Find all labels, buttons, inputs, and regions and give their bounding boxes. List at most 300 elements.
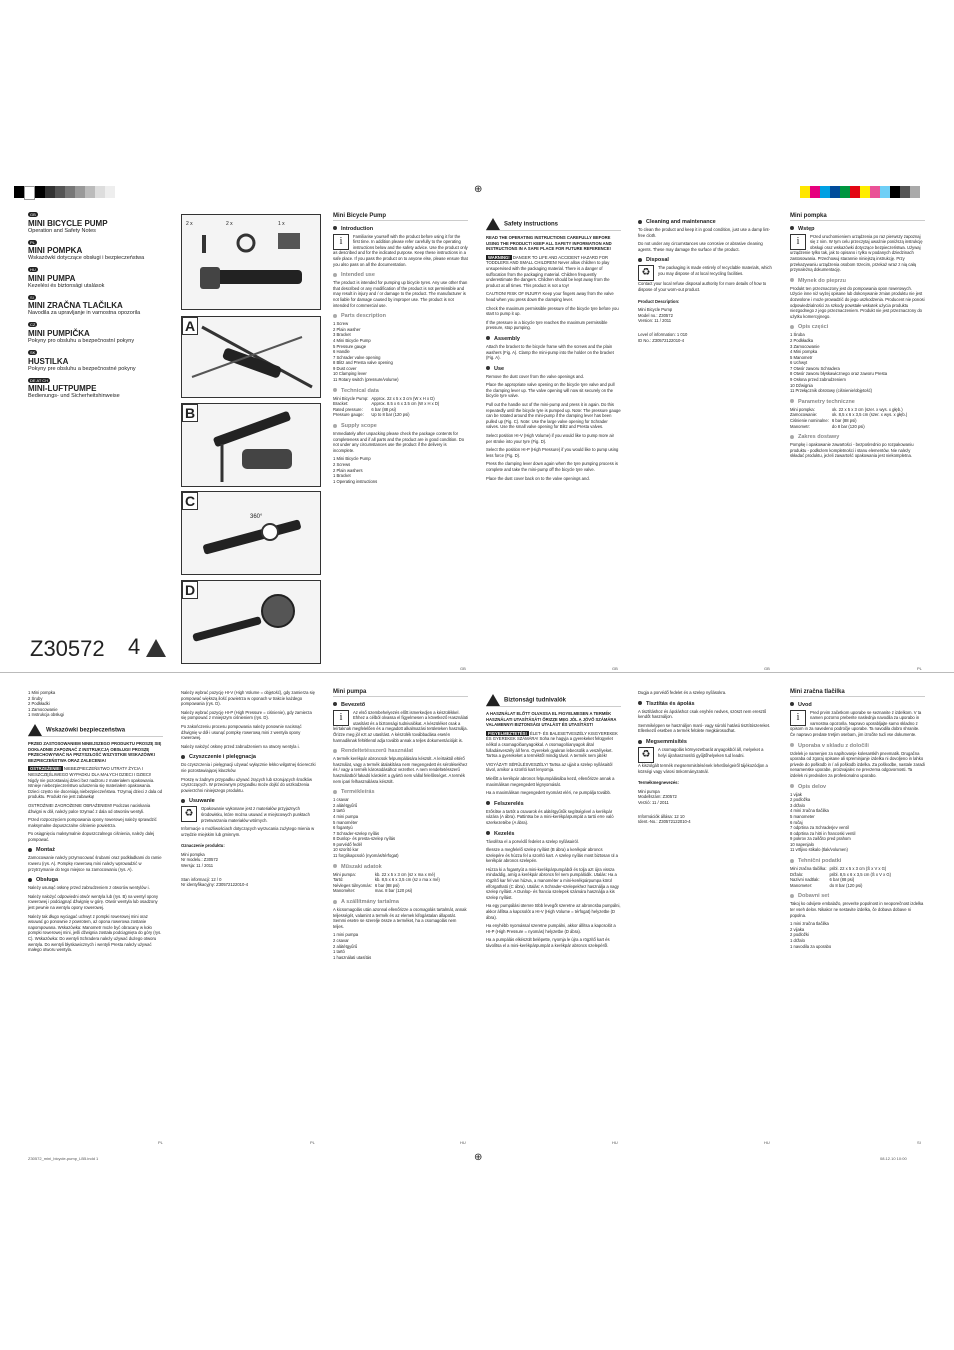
- list-item: 2 csavar: [333, 938, 349, 943]
- heading-parts: Termékleírás: [333, 788, 468, 796]
- spec-label: Pressure gauge:: [333, 412, 364, 418]
- disposal-text-2: Informacje o możliwościach dotyczących wyrzucania zużytego mienia w urzędzie miejskim lub gminnym.: [181, 826, 315, 837]
- spec-value: ok. 22 x 5 x 3 cm (szer. x wys. x głęb.): [831, 406, 903, 412]
- spec-value: Approx. 8.5 x 6 x 3.5 cm (W x H x D): [371, 401, 440, 407]
- introduction-text: [790, 710, 925, 738]
- supply-scope-text: Immediately after unpacking please check the package contents for completeness and if all parts and the product are in good condition. Do not under any circumstances use the product if the delivery is incomplete.: [333, 431, 465, 453]
- safety-title: Safety instructions: [504, 221, 559, 228]
- color-calibration-bar-left: [14, 186, 115, 198]
- lang-badge: DE AT CH: [30, 377, 49, 383]
- spec-label: Rated pressure:: [333, 406, 363, 412]
- list-item: 10 szorító kar: [333, 847, 359, 853]
- section-title: Mini zračna tlačilka: [790, 690, 925, 697]
- qty-label-screws: 2 x: [186, 221, 193, 227]
- list-item: Select position HI-V (High Volume) if you would like to pump more air per stroke into your tyre (Fig. D).: [486, 433, 615, 444]
- list-item: 1 vijak: [790, 791, 802, 797]
- info-icon: i: [333, 234, 349, 250]
- list-item: 11 forgókapcsoló (nyomás/térfogat): [333, 853, 399, 859]
- product-title: HUSTILKA: [28, 356, 69, 366]
- technical-data-table: [333, 872, 443, 894]
- list-item: 1 držalo: [790, 938, 805, 943]
- list-item: 1 Śruba: [790, 332, 805, 338]
- technical-data-table: [790, 866, 894, 888]
- footer-file-info: Z30572_mini_bicycle-pump_LB5.indd 1: [28, 1156, 99, 1161]
- figure-a: [181, 316, 321, 398]
- crop-mark-bottom-center: ⊕: [474, 1152, 483, 1163]
- list-item: 4 mini zračna tlačilka: [790, 808, 829, 814]
- figure-a-illustration: [182, 317, 320, 397]
- list-item: Należy tak długo wyciągać uchwyt z pompki rowerowej mini oraz wsuwać go ponownie z powrotem, aż opona rowerowa zostanie napompowana. Wskazówka: Manometr może być obracany w koło pompki rowerowej mini, jeśli dźwignia została podciągnięta do góry (rys. C). Wskazówka: Do wentyli Schradera należy używać dużego otworu wentyla. Do wentyli błyskawicznych i wentyli Presta należy używać małego otworu wentyla.: [28, 913, 162, 953]
- list-item: 6 Uchwyt: [790, 360, 808, 366]
- footer-si-1: SI: [917, 1140, 921, 1145]
- list-item: 8 Otwór zaworu błyskawicznego oraz zaworu Presta: [790, 371, 888, 377]
- list-item: 1 Zamocowanie: [28, 706, 58, 712]
- product-subtitle: Operation and Safety Notes: [28, 227, 96, 234]
- desc-line: Wersja: 11 / 2011: [181, 863, 214, 869]
- spec-value: 6 bar (88 psi): [374, 882, 400, 888]
- warning-label: FIGYELMEZTETÉS!: [488, 730, 527, 736]
- product-subtitle: Kezelési és biztonsági utalások: [28, 282, 105, 289]
- intro-text: Przed uruchomieniem urządzenia po raz pierwszy zapoznaj się z nim. W tym celu przeczytaj uważnie poniższą instrukcję obsługi oraz wskazówki dotyczące bezpieczeństwa. Używaj urządzenie tylko tak, jak to opisano i tylko w podanych dziedzinach zastosowania. Przechowuj starannie niniejszą instrukcję. Przy przekazywaniu urządzenia osobom trzecim, przekaż wraz z nią całą przynależną dokumentację.: [790, 233, 923, 273]
- product-subtitle: Pokyny pro obsluhu a bezpečnostní pokyny: [28, 337, 135, 344]
- figure-c-illustration: [182, 492, 320, 574]
- info-block: [181, 877, 316, 888]
- heading-supply-scope: A szállítmány tartalma: [333, 898, 468, 906]
- gb-column-1: [333, 214, 468, 484]
- heading-cleaning: Cleaning and maintenance: [638, 218, 773, 226]
- list-item: 10 napenjalo: [790, 841, 814, 847]
- list-item: Proszę w żadnym przypadku używać żrących lub szorujących środków czyszczących. W przeciwnym przypadku może dojść do uszkodzenia powierzchni niniejszego produktu.: [181, 776, 313, 793]
- heading-parts: Opis części: [790, 323, 925, 331]
- figure-b: [181, 403, 321, 487]
- spec-value: 6 bar (88 psi): [371, 406, 397, 412]
- list-item: 2 alátétgyűrű: [333, 943, 358, 949]
- list-item: 7 Schrader-szelep nyílás: [333, 830, 380, 836]
- page-number: [128, 634, 166, 660]
- list-item: 1 Operating instructions: [333, 478, 378, 484]
- supply-list: [790, 921, 925, 949]
- list-item: 9 porvédő fedél: [333, 841, 362, 847]
- check-text-2: If the pressure in a bicycle tyre reaches the maximum permissible pressure, stop pumping.: [486, 319, 608, 331]
- heading-cleaning: Tisztítás és ápolás: [638, 700, 773, 708]
- list-item: 9 Osłona przed zabrudzeniem: [790, 377, 846, 383]
- qty-label-bracket: 1 x: [278, 221, 285, 227]
- recycle-icon: ♻: [638, 265, 654, 281]
- warning-block: [28, 766, 163, 800]
- list-item: Ha a pumpálás elkészült belépette, nyomja le újra a rögzítő kart és távolítsa el a mini-kerékpárpumpát a kerékpár abroncs szelepéről.: [486, 937, 610, 948]
- list-item: 8 odprtina za hitri in francoski ventil: [790, 830, 856, 836]
- list-item: Press the clamping lever down again when the tyre pumping process is complete and take the mini-pump off the bicycle tyre valve.: [486, 461, 618, 472]
- use-steps: [486, 374, 621, 482]
- list-item: 1 navodila za uporabo: [790, 943, 832, 949]
- table-row: [333, 888, 443, 894]
- cover-product-cz: [28, 322, 173, 345]
- footer-gb-2: GB: [612, 666, 618, 671]
- heading-technical-data: Tehnični podatki: [790, 857, 925, 865]
- list-item: 2 vijaka: [790, 926, 805, 932]
- lang-badge: CZ: [30, 322, 36, 328]
- section-title: Mini pompka: [790, 214, 925, 221]
- cover-product-si: [28, 295, 173, 318]
- intended-use-text: Izdelek je namenjen za napihovanje kolesarskih pnevmatik. Drugačna uporaba od zgoraj opisane ali spreminjanje izdelka ni dovoljeno in lahko privede do poškodb in / ali poškodb izdelka. Za poškodbe, nastale zaradi nenamenske uporabe, proizvajalec ne prevzema odgovornosti. Ta izdelek ni predviden za profesionalno uporabo.: [790, 750, 925, 778]
- spec-label: Ciśnienie nominalne:: [790, 418, 829, 424]
- list-item: 2 Plain washer: [333, 326, 361, 332]
- cover-product-pl: [28, 240, 173, 263]
- technical-data-table: [333, 396, 442, 418]
- product-description-heading: Termékmegnevezés:: [638, 780, 679, 786]
- warning-label: WARNING!: [488, 254, 510, 260]
- heading-use: Kezelés: [486, 830, 621, 838]
- list-item: Ha enyhébb nyomással szeretne pumpálni, akkor állítsa a kapcsolót a HI-P (High Pressure = nyomás) helyzetbe (D ábra).: [486, 923, 616, 934]
- list-item: Select the position HI-P (High Pressure) if you would like to pump using less force (Fig. D).: [486, 447, 619, 458]
- desc-line: Nr modelu.: Z30572: [181, 857, 219, 863]
- list-item: To clean the product and keep it in good condition, just use a damp lint-free cloth.: [638, 227, 770, 238]
- list-item: 2 Podkładki: [28, 701, 50, 707]
- spec-label: Držalo:: [790, 871, 804, 877]
- recycle-icon: ♻: [181, 806, 197, 822]
- list-item: 1 csavar: [333, 797, 349, 803]
- section-title: Mini pumpa: [333, 690, 468, 697]
- intro-text: Familiarise yourself with the product before using it for the first time. In addition please refer carefully to the operating instructions below and the safety advice. Use the product only as described and for the indicated purpose. Keep these instructions in a safe place. If you pass the product on to anyone else, please ensure that you also pass on all the documentation.: [333, 233, 468, 267]
- heading-intended-use: Uporaba v skladu z določili: [790, 742, 925, 750]
- product-subtitle: Bedienungs- und Sicherheitshinweise: [28, 393, 120, 400]
- safety-caps-text: PRZED ZASTOSOWANIEM NINIEJSZEGO PRODUKTU PROSZĘ SIĘ DOKŁADNIE ZAPOZNAĆ Z INSTRUKCJĄ OBSŁUGI! PROSZĘ PRZECHOWYWAĆ NA PRZYSZŁOŚĆ WSZYSTKIE WSKAZÓWKI BEZPIECZEŃSTWA ORAZ ZALECENIA!: [28, 740, 162, 763]
- product-description-heading: Oznaczenie produktu:: [181, 843, 225, 849]
- caution-text: VIGYÁZAT! SÉRÜLÉSVESZÉLY! Tartsa az ujjait a szelep nyílásaitól távol, amikor a szorító kart lenyomja.: [486, 761, 613, 773]
- list-item: Do not under any circumstances use corrosive or abrasive cleaning agents. These may damage the surface of the product.: [638, 241, 763, 252]
- figure-b-illustration: [182, 404, 320, 486]
- section-title: Mini Bicycle Pump: [333, 214, 468, 221]
- spec-value: kb. 22 x 5 x 3 cm (sz x ma x mé): [374, 871, 436, 877]
- figure-d-illustration: [182, 581, 320, 663]
- safety-caps-text: READ THE OPERATING INSTRUCTIONS CAREFULLY BEFORE USING THE PRODUCT! KEEP ALL SAFETY INFORMATION AND INSTRUCTIONS IN A SAFE PLACE FOR FUTURE REFERENCE!: [486, 235, 612, 252]
- spec-value: do 8 bar (120 psi): [831, 423, 865, 429]
- list-item: Należy wybrać pozycję HI-P (High Pressure = ciśnienie), gdy zamierza się pompować z mniejszym ciśnieniem (rys. D).: [181, 709, 312, 721]
- table-row: [790, 424, 910, 430]
- safety-heading: [28, 724, 163, 737]
- lang-badge: SK: [30, 349, 36, 355]
- caution-text: CAUTION! RISK OF INJURY! Keep your fingers away from the valve head when you press down the clamping lever.: [486, 291, 614, 302]
- desc-line: Mini pompka: [181, 851, 205, 857]
- safety-title: Wskazówki bezpieczeństwa: [46, 727, 126, 734]
- spec-label: Manométer:: [333, 888, 356, 894]
- list-item: Po zakończeniu procesu pompowania należy ponownie nacisnąć dźwignię w dół i usunąć pompkę rowerową mini z wentyla opony rowerowej.: [181, 723, 302, 741]
- heading-use: Obsługa: [28, 876, 163, 884]
- warning-block: [486, 731, 621, 759]
- list-item: 3 držalo: [790, 802, 805, 808]
- product-title: MINI-LUFTPUMPE: [28, 384, 97, 394]
- info-block: [638, 814, 773, 825]
- list-item: 11 Rotary switch (pressure/volume): [333, 377, 399, 383]
- product-description-heading: Product Description:: [638, 298, 680, 304]
- spec-label: Névleges túlnyomás:: [333, 882, 372, 888]
- hu-column-3: [638, 690, 773, 825]
- figure-label-d: D: [182, 581, 198, 599]
- spec-value: kb. 8,5 x 6 x 3,5 cm (sz x ma x mé): [374, 877, 440, 883]
- rotation-angle-label: 360°: [250, 514, 263, 520]
- si-column-1: [790, 690, 925, 949]
- assembly-text: Attach the bracket to the bicycle frame with the screws and the plain washers (Fig. A). Clamp the mini-pump into the holder on the bracket (Fig. A).: [486, 343, 614, 361]
- product-title: MINI BICYCLE PUMP: [28, 218, 108, 228]
- desc-line: Mini pumpa: [638, 788, 660, 794]
- figure-label-a: A: [182, 317, 198, 335]
- spec-label: Nazivni nadtlak:: [790, 877, 820, 883]
- introduction-text: [790, 234, 925, 273]
- footer-pl-1: PL: [917, 666, 922, 671]
- disposal-text-body: A csomagolás környezetbarát anyagokból áll, melyeket a helyi újrahasznosító gyűjtőhelyeken tud leadni.: [658, 746, 764, 758]
- parts-list: [790, 792, 925, 854]
- figure-parts-overview: [181, 214, 321, 310]
- pl-column-2: [28, 690, 163, 956]
- heading-cleaning: Czyszczenie i pielęgnacja: [181, 753, 316, 761]
- spec-value: Up to 8 bar (120 psi): [371, 412, 410, 418]
- lang-badge: HU: [30, 267, 36, 273]
- spec-label: Mini zračna tlačilka:: [790, 866, 827, 872]
- list-item: 3 Bracket: [333, 332, 351, 338]
- parts-list: [333, 321, 468, 383]
- pl-column-1: [790, 214, 925, 462]
- intended-use-text: The product is intended for pumping up bicycle tyres. Any use other than that described or any modification of the product is not permissible and may result in injury and / or damage to the product. The manufacturer is not liable for damage caused by improper use. The product is not intended for commercial use.: [333, 280, 468, 308]
- list-item: Do czyszczenia i pielęgnacji używać wyłącznie lekko wilgotnej ściereczki nie pozostawiającej kłaczków.: [181, 762, 316, 773]
- heading-use: Use: [486, 365, 621, 373]
- spec-value: Approx. 22 x 5 x 3 cm (W x H x D): [371, 395, 435, 401]
- spec-label: Mini pumpa:: [333, 871, 356, 877]
- list-item: Należy wybrać pozycję HI-V (High Volume = objętość), gdy zamierza się pompować większą ilość powietrza w oponach w trakcie każdego pompowania (rys. D).: [181, 690, 315, 707]
- heading-disposal: Megsemmisítés: [638, 738, 773, 746]
- info-block: [638, 332, 773, 343]
- caution-text: OSTROŻNIE! ZAGROŻENIE OBRAŻENIEM! Podczas naciskania dźwigni w dół, należy palce trzymać z dala od otworów wentyli.: [28, 802, 151, 814]
- list-item: 7 Otwór zaworu Schradera: [790, 365, 840, 371]
- assembly-text: Zamocowanie należy przymocować śrubami oraz podkładkami do ramie roweru (rys. A). Pompkę rowerową mini należy wprowadzić w przytrzymanie do tego miejsce na zamocowaniu (rys. A).: [28, 855, 162, 872]
- heading-parts: Parts description: [333, 312, 468, 320]
- list-item: 7 Schrader valve opening: [333, 354, 381, 360]
- safety-caps-text: A HASZNÁLAT ELŐTT OLVASSA EL FIGYELMESEN A TERMÉK HASZNÁLATI UTASÍTÁSÁT! ŐRIZZE MEG JÓL A JÖVŐ SZÁMÁRA VALAMENNYI BIZTONSÁGI UTALÁST ÉS UTASÍTÁST!: [486, 711, 617, 728]
- info-line: Információk állása: 12 10: [638, 813, 685, 819]
- heading-technical-data: Parametry techniczne: [790, 398, 925, 406]
- warning-text: DANGER TO LIFE AND ACCIDENT HAZARD FOR TODDLERS AND SMALL CHILDREN! Never allow children to play unsupervised with the packaging material. There is a danger of suffocation from the packaging material. Children frequently underestimate the dangers. Children should be kept away from the product at all times. This product is not a toy!: [486, 254, 610, 288]
- info-line: Ident.-No.: Z30572122010-4: [638, 819, 691, 825]
- disposal-text-body: The packaging is made entirely of recyclable materials, which you may dispose of at local recycling facilities.: [658, 265, 772, 276]
- table-row: [333, 412, 442, 418]
- product-subtitle: Navodila za upravljanje in varnostna opozorila: [28, 310, 141, 317]
- heading-introduction: Wstęp: [790, 225, 925, 233]
- parts-list: [790, 332, 925, 394]
- table-row: [790, 883, 894, 889]
- heading-intended-use: Intended use: [333, 271, 468, 279]
- list-item: 1 mini pumpa: [333, 932, 359, 938]
- spec-value: do 8 bar (120 psi): [829, 882, 863, 888]
- heading-assembly: Assembly: [486, 335, 621, 343]
- intro-text: Az első üzembehelyezés előtt ismerkedjen a készülékkel. Ehhez a célból olvassa el figyelmesen a következő Használati utasítást és a biztonsági tudnivalókat. A készüléket csak a leírtaknak megfelelően és a megadott alkalmazási területeken használja. Őrizze meg jól ezt az utasítást. A készülék továbbadása esetén harmadiknak feltétlenül adja tovább annak a teljes dokumentációját is.: [333, 709, 468, 743]
- list-item: 6 fogantyú: [333, 825, 353, 831]
- gb-column-3: [638, 214, 773, 343]
- model-number: Z30572: [30, 636, 105, 661]
- safety-title: Biztonsági tudnivalók: [504, 697, 567, 704]
- introduction-text: [333, 710, 468, 744]
- list-item: 7 odprtina za Schraderjev ventil: [790, 825, 849, 831]
- heading-parts: Opis delov: [790, 783, 925, 791]
- info-line: ID No.: Z30572122010-4: [638, 337, 685, 343]
- product-subtitle: Pokyny pre obsluhu a bezpečnostné pokyny: [28, 365, 136, 372]
- warning-text: ÉLET- ÉS BALESETVESZÉLY KISGYEREKEK ÉS GYEREKEK SZÁMÁRA! Soha ne hagyja a gyerekeket felügyelet nélkül a csomagolóanyagokkal. A csomagolóanyagok által fulladásveszély áll fenn. Gyerekek gyakran lebecsülik a veszélyeket. Tartsa a gyerekeket a terméktől mindig távol. A termék nem játék!: [486, 730, 618, 759]
- list-item: Należy usunąć osłonę przed zabrudzeniem z otworów wentylów i.: [28, 885, 150, 891]
- color-calibration-bar-right: [800, 186, 920, 198]
- list-item: 9 pokrov za zaščito pred prahom: [790, 836, 851, 842]
- qty-label-washers: 2 x: [226, 221, 233, 227]
- check-text-2: Po osiągnięciu maksymalnie dopuszczalnego ciśnienia, należy dalej pompować.: [28, 831, 155, 842]
- list-item: 4 Mini pompka: [790, 349, 818, 355]
- spec-label: Bracket:: [333, 401, 349, 407]
- table-row: [790, 866, 894, 872]
- check-text-1: Check the maximum permissible pressure of the bicycle tyre before you start to pump it up.: [486, 305, 619, 317]
- heading-disposal: Usuwanie: [181, 797, 316, 805]
- lang-badge: GB: [30, 212, 36, 217]
- info-line: Stan informacji: 12 / 0: [181, 876, 222, 882]
- list-item: 10 Clamping lever: [333, 371, 367, 377]
- spec-value: 6 bar (88 psi): [831, 418, 857, 424]
- list-item: 6 ročaj: [790, 819, 803, 825]
- footer-gb-1: GB: [460, 666, 466, 671]
- spec-value: ok. 8,5 x 6 x 3,5 cm (szer. x wys. x głęb.): [831, 412, 908, 418]
- cover-product-gb: [28, 212, 173, 235]
- list-item: Należy nałożyć odpowiedni otwór wentyla lub (rys. B) na wentyl opony rowerowej i podciągnąć dźwignię w górę. Otwór wentyla lub osadzony jest pewnie na wentylu opony rowerowej.: [28, 893, 159, 911]
- product-title: MINI ZRAČNA TLAČILKA: [28, 301, 123, 311]
- heading-technical-data: Technical data: [333, 387, 468, 395]
- list-item: Place the appropriate valve opening on the bicycle tyre valve and pull the clamping lever up. The valve opening will now sit securely on the bicycle tyre valve.: [486, 382, 615, 399]
- footer-hu-2: HU: [612, 1140, 618, 1145]
- warning-triangle-icon: [146, 639, 166, 657]
- heading-introduction: Bevezető: [333, 701, 468, 709]
- technical-data-table: [790, 407, 910, 429]
- lang-badge: PL: [30, 239, 35, 245]
- list-item: Place the dust cover back on to the valve openings and.: [486, 475, 590, 481]
- list-item: 6 Handle: [333, 349, 350, 355]
- cover-product-hu: [28, 267, 173, 290]
- warning-label: OSTRZEŻENIE!: [30, 766, 61, 772]
- list-item: Ha egy pumpálási ütemre több levegőt szeretne az abroncsba pumpálni, akkor állítsa a kapcsolót a HI-V (High Volume = térfogat) helyzetbe (D ábra).: [486, 903, 621, 920]
- intended-use-text: A termék kerékpár abroncsok felpumpálására készült. A leírtaktól eltérő használat, vagy a termék átalakítása nem megengedett és sérülésekhez és / vagy a termék károsodásához vezethet. A nem rendeltetésszerű használatból fakadó károkért a gyártó nem vállal felelősséget. A termék nem ipari felhasználásra készült.: [333, 756, 468, 784]
- safety-heading: [486, 694, 621, 707]
- hu-column-2: [486, 694, 621, 952]
- safety-heading: [486, 218, 621, 231]
- footer-hu-1: HU: [460, 1140, 466, 1145]
- disposal-text-2: A kiszolgált termék megsemmisítésének lehetőségeiről tájékozódjon a községi vagy városi önkormányzatnál.: [638, 762, 768, 774]
- list-item: 2 podložka: [790, 797, 811, 803]
- warning-icon: [486, 218, 500, 230]
- footer-gb-3: GB: [764, 666, 770, 671]
- list-item: 1 használati utasítás: [333, 954, 372, 960]
- recycle-icon: ♻: [638, 747, 654, 763]
- product-title: MINI PUMPIČKA: [28, 328, 90, 338]
- list-item: 8 Dunlop- és presta-szelep nyílás: [333, 836, 396, 842]
- intro-text: Pred prvim začetkom uporabe se seznanite z izdelkom. V ta namen pozorno preberite naslednja navodila za uporabo in varnostna opozorila. Napravo uporabljajte samo skladno z opisom in za navedeno področje uporabe. Ta navodila dobro shranite. Če napravo predate tretjim osebam, jim izročite tudi vse dokumente.: [790, 709, 922, 737]
- heading-technical-data: Műszaki adatok: [333, 863, 468, 871]
- check-text-1: Mielőtt a kerékpár abroncs felpumpálásába kezd, ellenőrizze annak a maximálisan megengedett légnyomását.: [486, 775, 615, 787]
- introduction-text: [333, 234, 468, 268]
- list-item: Pull out the handle out of the mini-pump and press it in again. Do this repeatedly until the bicycle tyre is pumped up. Note: The pressure gauge can be rotated around the mini-pump if the clamping lever has been pulled up (Fig. C). Note: Use the large valve opening for Schrader valves. Use the small valve opening for Blitz and Presta valves.: [486, 402, 621, 430]
- cover-product-sk: [28, 350, 173, 373]
- spec-label: Manometr:: [790, 423, 811, 429]
- heading-assembly: Montaż: [28, 846, 163, 854]
- list-item: 4 mini pumpa: [333, 813, 359, 819]
- heading-introduction: Introduction: [333, 225, 468, 233]
- list-item: 11 Przełącznik obrotowy (ciśnienie/objętość): [790, 388, 873, 394]
- supply-list: [333, 932, 468, 960]
- spec-label: Mini pompka:: [790, 406, 815, 412]
- list-item: 2 Screws: [333, 462, 351, 467]
- spec-label: Mini Bicycle Pump:: [333, 395, 369, 401]
- crop-mark-top-center: ⊕: [474, 184, 483, 195]
- figure-c: [181, 491, 321, 575]
- list-item: 5 manometer: [790, 813, 815, 819]
- heading-introduction: Uvod: [790, 701, 925, 709]
- list-item: Remove the dust cover from the valve openings and.: [486, 373, 584, 379]
- heading-intended-use: Młynek do pieprzu: [790, 277, 925, 285]
- list-item: 1 mini zračna tlačilka: [790, 921, 829, 927]
- list-item: 2 Śruby: [28, 695, 43, 701]
- cover-product-list: [28, 212, 173, 400]
- heading-disposal: Disposal: [638, 256, 773, 264]
- sheet-divider: [0, 672, 954, 673]
- list-item: 10 Dźwignia: [790, 382, 813, 388]
- hu-column-1: [333, 690, 468, 960]
- list-item: 1 Instrukcja obsługi: [28, 712, 64, 718]
- supply-scope-text: Takoj ko odvijete embalažo, preverite popolnost in neoporečnost izdelka ter vseh delov. Nikakor ne sestavite izdelka, če dobava dobave ni popolna.: [790, 901, 924, 918]
- list-item: 1 Bracket: [333, 473, 351, 479]
- figure-label-c: C: [182, 492, 198, 510]
- footer-hu-3: HU: [764, 1140, 770, 1145]
- intended-use-text: Produkt ten przeznaczony jest do pompowania opon rowerowych. Użycie inne niż wyżej opisane lub dokonywanie zmian produktu nie jest dozwolone i może prowadzić do jego uszkodzenia. Producent nie ponosi odpowiedzialności za szkody powstałe wskutek użycia produktu niezgodnego z jego przeznaczeniem. Produkt nie jest przeznaczony do użytku komercyjnego.: [790, 285, 925, 319]
- desc-line: Verzió: 11 / 2011: [638, 799, 669, 805]
- assembly-text: Erősítse a tartót a csavarok és alátétgyűrűk segítségével a kerékpár vázára (A ábra). Pattintsa be a mini-kerékpárpumpát a tartó erre való szerkezetébe (A ábra).: [486, 808, 614, 825]
- list-item: 4 Mini Bicycle Pump: [333, 337, 371, 343]
- disposal-text: [638, 265, 773, 279]
- spec-label: Manometer:: [790, 882, 813, 888]
- desc-line: Model no.: Z30572: [638, 312, 673, 318]
- spec-value: pribl. 8,5 x 6 x 3,5 cm (Š x V x G): [829, 871, 891, 877]
- list-item: Semmiképpen se használjon maró- vagy súroló hatású tisztítószereket. Ellenkező esetben a termék felülete megkárosodhat.: [638, 722, 771, 734]
- supply-scope-text: A kicsomagolás után azonnal ellenőrizze a csomagolás tartalmát, annak teljességét, valamint a termék és az elemek kifogástalan állapotát. Semmi esetre se szerelje össze a terméket, ha a csomagolás nem teljes.: [333, 907, 467, 929]
- info-icon: i: [333, 710, 349, 726]
- check-text-1: Przed rozpoczęciem pompowania opony rowerowej należy sprawdzić maksymalne dopuszczalne ciśnienie powietrza.: [28, 817, 157, 828]
- footer-date: 08.12.10 10:00: [880, 1156, 907, 1161]
- list-item: 5 Manometr: [790, 354, 813, 360]
- heading-intended-use: Rendeltetésszerű használat: [333, 747, 468, 755]
- list-item: A tisztításhoz és ápoláshoz csak enyhén nedves, szöszt nem eresztő kendőt használjon.: [638, 708, 767, 720]
- lang-badge: SI: [30, 294, 34, 300]
- pl-column-3: [181, 690, 316, 888]
- desc-line: Modellszám: Z30572: [638, 794, 677, 800]
- disposal-text-body: Opakowanie wykonane jest z materiałów przyjaznych środowisku, które można usuwać w miejscowych punktach przetwarzania materiałów wtórnych.: [201, 806, 310, 823]
- list-item: Húzza ki a fogantyút a mini-kerékpárpumpából és tolja azt újra vissza mindaddig, amíg a kerékpár abroncs fel nem pumpálódik. Utalás: Ha a rögzítő kar fel van húzva, a manométer a mini-kerékpárpumpa körül elforgatható (C ábra). Utalás: A Schrader-szelepekhez használja a nagy szelep nyílást. A Dunlop- és francia szelepek számára használja a kis szelep nyílást.: [486, 866, 619, 900]
- info-icon: i: [790, 710, 806, 726]
- cover-column: [28, 212, 173, 405]
- figure-d: [181, 580, 321, 664]
- product-subtitle: Wskazówki dotyczące obsługi i bezpieczeństwa: [28, 255, 145, 262]
- page-number-text: 4: [128, 634, 141, 659]
- heading-assembly: Felszerelés: [486, 800, 621, 808]
- info-line: Nr identyfikacyjny: Z30572122010-4: [181, 882, 249, 888]
- desc-line: Mini Bicycle Pump: [638, 307, 673, 313]
- desc-line: Version: 11 / 2011: [638, 318, 672, 324]
- list-item: 9 Dust cover: [333, 365, 357, 371]
- list-item: Illessze a megfelelő szelep nyílást (B ábra) a kerékpár abroncs szelepére és húzza fel a szorító kart. A szelep nyílás most biztosan ül a kerékpár abroncs szelepén.: [486, 847, 618, 864]
- footer-pl-3: PL: [310, 1140, 315, 1145]
- heading-supply-scope: Supply scope: [333, 422, 468, 430]
- pump-parts-illustration: [182, 215, 320, 309]
- spec-label: Tartó:: [333, 877, 344, 883]
- list-item: 8 Blitz and Presta valve opening: [333, 360, 393, 366]
